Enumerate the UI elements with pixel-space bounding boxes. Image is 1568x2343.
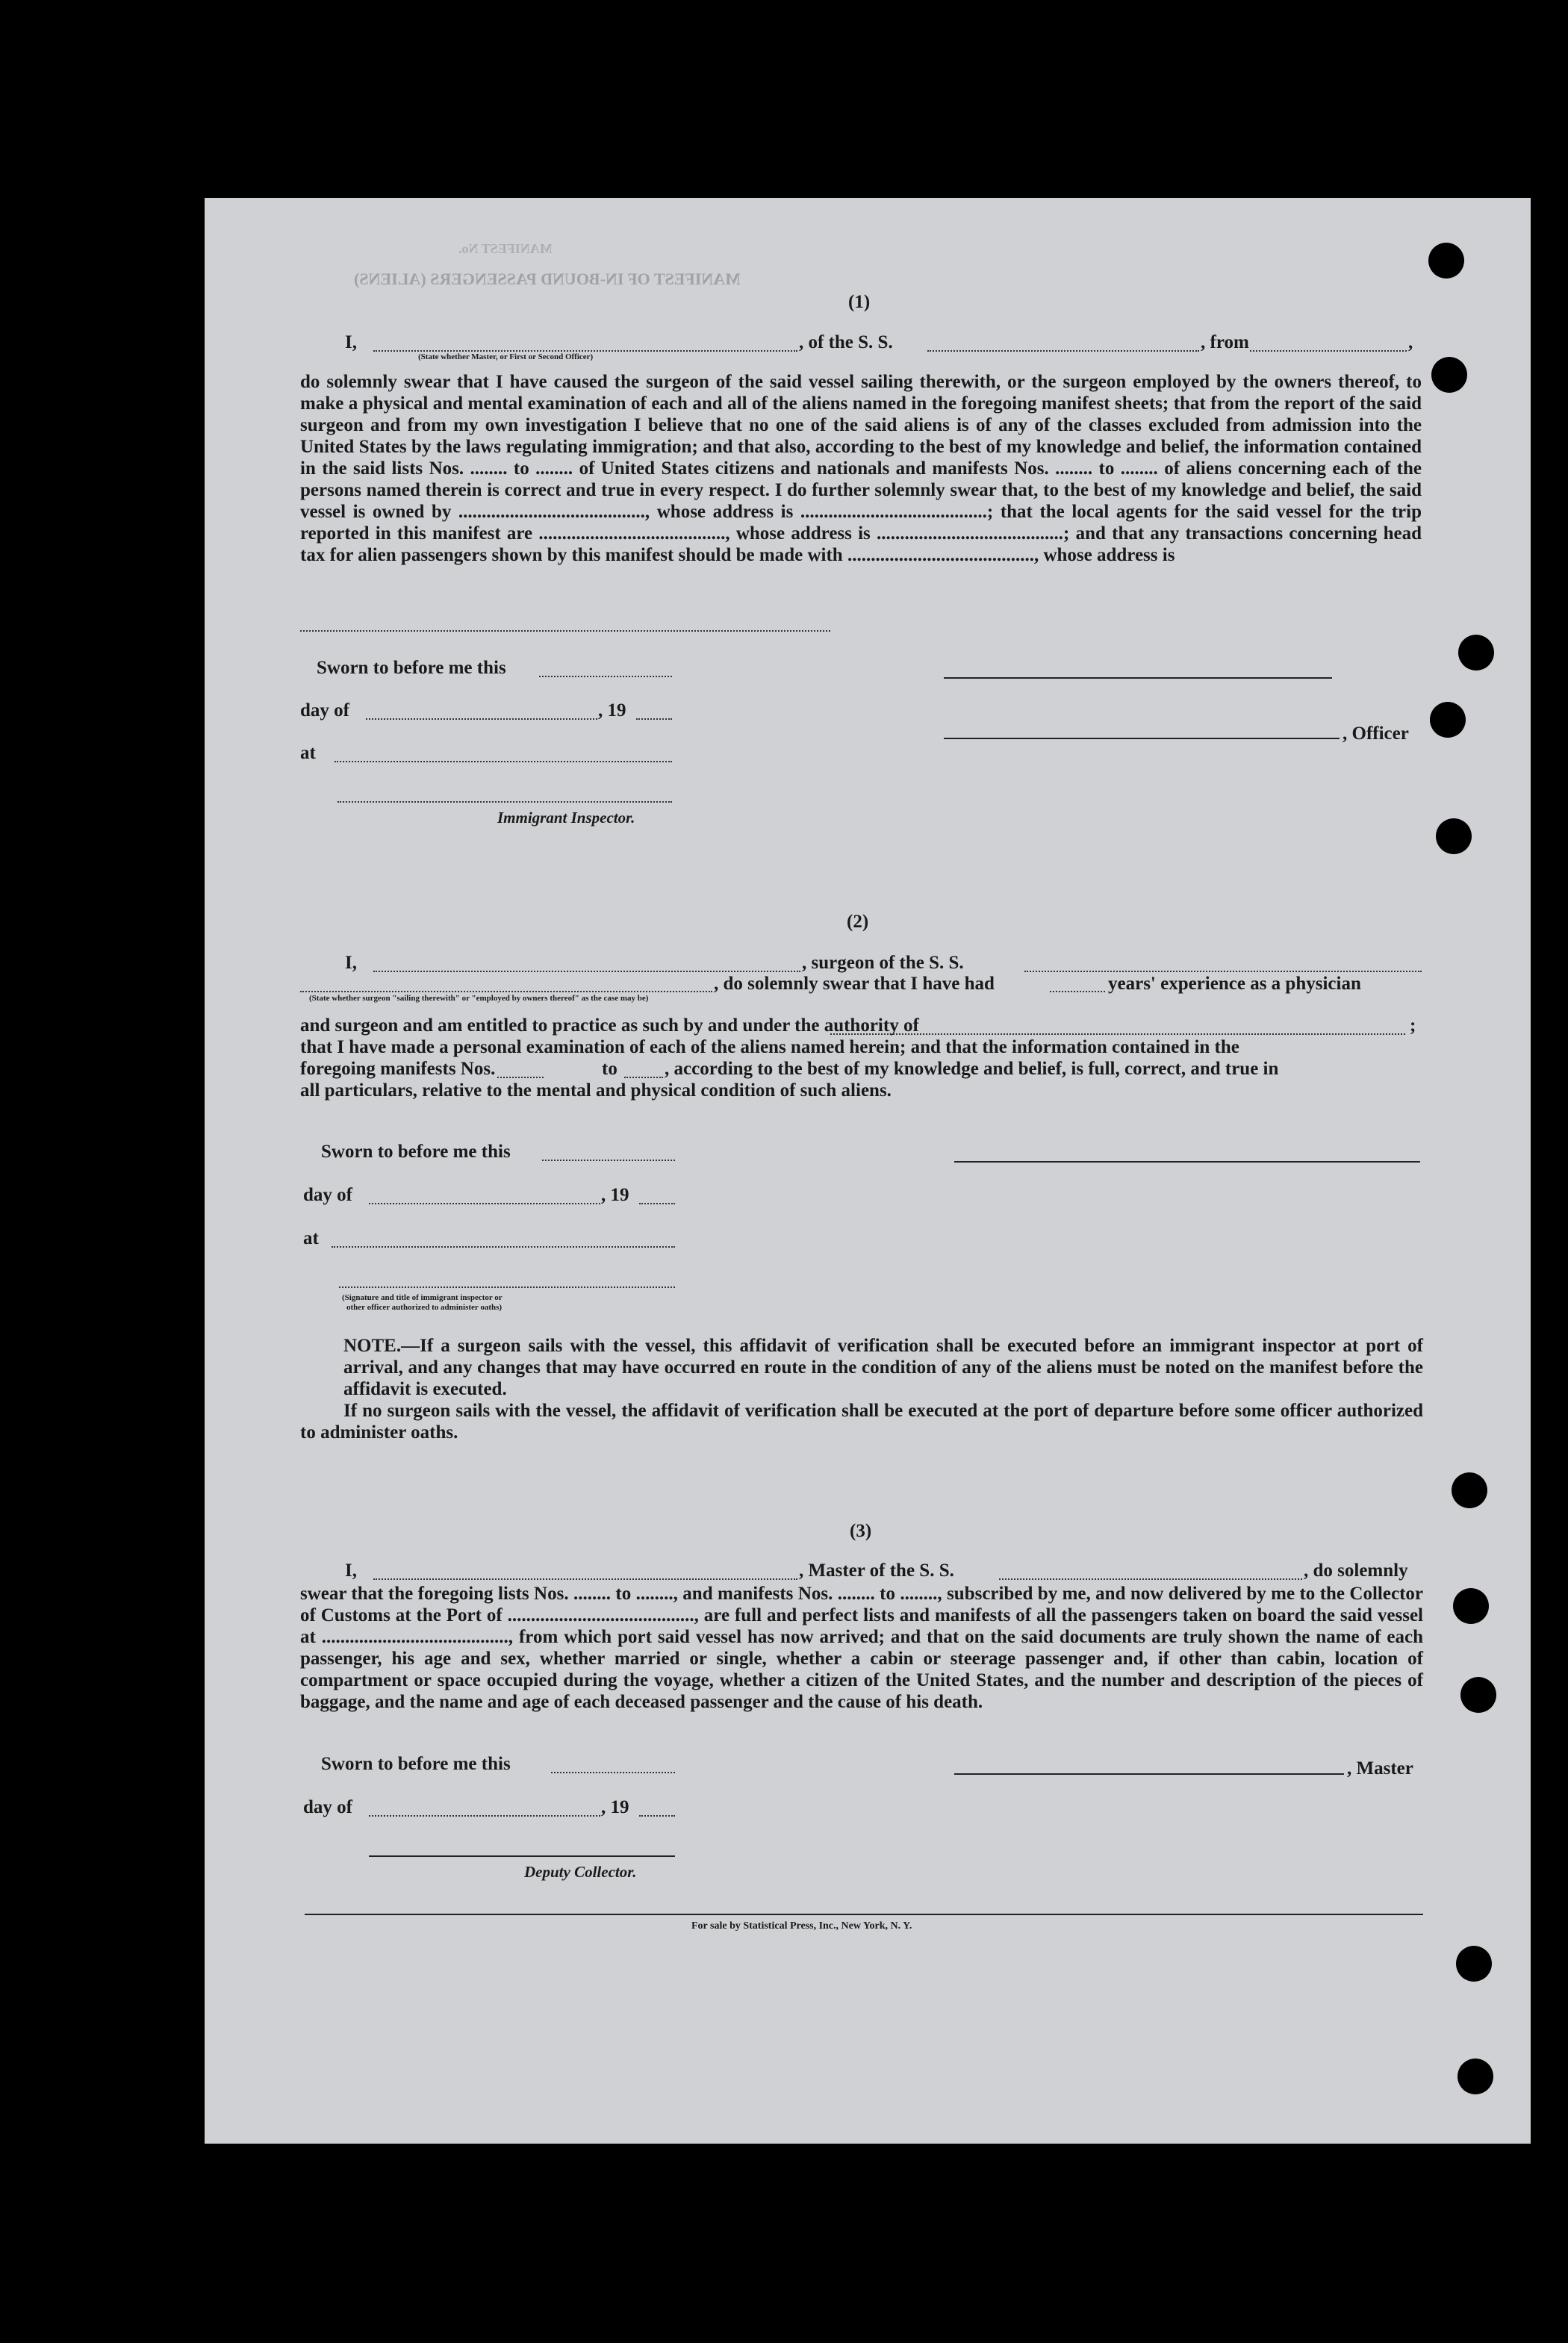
s2-according-label: , according to the best of my knowledge and belief, is full, correct, and true in bbox=[665, 1059, 1279, 1079]
s2-year-field[interactable] bbox=[639, 1203, 675, 1204]
s2-years-field[interactable] bbox=[1050, 991, 1105, 992]
s1-i-label: I, bbox=[345, 332, 357, 352]
s1-officer-label: , Officer bbox=[1343, 724, 1409, 744]
s1-officer-signature-top[interactable] bbox=[944, 677, 1332, 679]
punch-hole bbox=[1458, 635, 1494, 670]
s2-swear-label: , do solemnly swear that I have had bbox=[714, 974, 995, 994]
punch-hole bbox=[1431, 357, 1467, 393]
s2-particulars: all particulars, relative to the mental and physical condition of such aliens. bbox=[300, 1080, 892, 1101]
footer-rule bbox=[305, 1914, 1423, 1915]
s2-manifest-to-field[interactable] bbox=[624, 1077, 663, 1078]
s3-master-signature-field[interactable] bbox=[954, 1773, 1344, 1775]
section-1-number: (1) bbox=[848, 292, 871, 312]
s2-i-label: I, bbox=[345, 953, 357, 973]
punch-hole bbox=[1452, 1472, 1487, 1508]
s3-vessel-field[interactable] bbox=[999, 1578, 1302, 1580]
s2-exam-statement: that I have made a personal examination of each of the aliens named herein; and that the information contained in the bbox=[300, 1037, 1239, 1057]
s3-do-solemnly-label: , do solemnly bbox=[1304, 1561, 1408, 1581]
s2-manifest-from-field[interactable] bbox=[497, 1077, 544, 1078]
s2-authority-label: and surgeon and am entitled to practice as such by and under the authority of bbox=[300, 1015, 919, 1036]
s2-to-label: to bbox=[602, 1059, 617, 1079]
s1-from-field[interactable] bbox=[1250, 350, 1407, 352]
s3-day-field[interactable] bbox=[369, 1815, 600, 1817]
s1-oath-body: do solemnly swear that I have caused the surgeon of the said vessel sailing therewith, or the surgeon employed by the owners thereof, to make a physical and mental examination of each and all of the aliens named in the foregoing manifest sheets; that from the report of the said surgeon and from my own investigation I believe that no one of the said aliens is of any of the classes excluded from admission into the United States by the laws regulating immigration; and that also, according to the best of my knowledge and belief, the information contained in the said lists Nos. ........ to ........ of United States citizens and nationals and manifests Nos. ........ to ........ of aliens concerning each of the persons named therein is correct and true in every respect. I do further solemnly swear that, to the best of my knowledge and belief, the said vessel is owned by ........................................, whose address is ........................................; that the local agents for the said vessel for the trip reported in this manifest are ........................................, whose address is ........................................; and that any transactions concerning head tax for alien passengers shown by this manifest should be made with ........................................, whose address is bbox=[300, 372, 1422, 565]
footer-printer-note: For sale by Statistical Press, Inc., New York, N. Y. bbox=[691, 1920, 912, 1932]
s2-at-field[interactable] bbox=[332, 1246, 675, 1248]
bleed-through-title: MANIFEST OF IN-BOUND PASSENGERS (ALIENS) bbox=[354, 270, 741, 288]
section-3-number: (3) bbox=[850, 1521, 872, 1541]
section-2-number: (2) bbox=[847, 912, 869, 932]
s2-semicolon: ; bbox=[1410, 1015, 1416, 1036]
s1-of-ss-label: , of the S. S. bbox=[799, 332, 893, 352]
s3-sworn-field[interactable] bbox=[551, 1772, 675, 1773]
s1-year-field[interactable] bbox=[636, 718, 672, 720]
s2-surgeon-of-label: , surgeon of the S. S. bbox=[802, 953, 964, 973]
punch-hole bbox=[1457, 2059, 1493, 2094]
s1-year-label: , 19 bbox=[598, 700, 626, 721]
punch-hole bbox=[1456, 1946, 1492, 1982]
s3-sworn-label: Sworn to before me this bbox=[321, 1754, 511, 1774]
s2-surgeon-signature-field[interactable] bbox=[954, 1161, 1420, 1163]
s2-official-signature-field[interactable] bbox=[339, 1286, 675, 1288]
s2-note-paragraph: NOTE.—If a surgeon sails with the vessel, this affidavit of verification shall be executed before an immigrant inspector at port of arrival, and any changes that may have occurred en route in the condition of any of the aliens must be noted on the manifest before the affidavit is executed. bbox=[343, 1336, 1423, 1399]
bleed-through-number: MANIFEST No. bbox=[458, 241, 553, 256]
s1-vessel-field[interactable] bbox=[927, 350, 1199, 352]
s2-sig-note-1: (Signature and title of immigrant inspector or bbox=[342, 1293, 503, 1302]
s1-name-field[interactable] bbox=[373, 350, 797, 352]
s2-day-field[interactable] bbox=[369, 1203, 600, 1204]
s2-sig-note-2: other officer authorized to administer oaths) bbox=[346, 1303, 503, 1312]
s2-sworn-label: Sworn to before me this bbox=[321, 1142, 511, 1162]
s2-at-label: at bbox=[303, 1228, 319, 1248]
s2-name-field[interactable] bbox=[373, 971, 800, 972]
s2-day-of-label: day of bbox=[303, 1185, 352, 1205]
manifest-page bbox=[205, 198, 1531, 2144]
s3-deputy-caption: Deputy Collector. bbox=[524, 1863, 637, 1881]
s1-officer-note: (State whether Master, or First or Second Officer) bbox=[418, 352, 594, 361]
s3-oath-body: swear that the foregoing lists Nos. ........ to ........, and manifests Nos. ........ to ........, subscribed by me, and now delivered by me to the Collector of Customs at the Port of ........................................, are full and perfect lists and manifests of all the passengers taken on board the said vessel at ........................................, from which port said vessel has now arrived; and that on the said documents are truly shown the name of each passenger, his age and sex, whether married or single, whether a cabin or steerage passenger and, if other than cabin, location of compartment or space occupied during the voyage, whether a citizen of the United States, and the number and description of the pieces of baggage, and the name and age of each deceased passenger and the cause of his death. bbox=[300, 1584, 1423, 1712]
s1-day-of-label: day of bbox=[300, 700, 349, 721]
s3-day-of-label: day of bbox=[303, 1797, 352, 1817]
s1-inspector-signature-field[interactable] bbox=[337, 801, 672, 803]
s2-years-label: years' experience as a physician bbox=[1108, 974, 1361, 994]
s3-i-label: I, bbox=[345, 1561, 357, 1581]
punch-hole bbox=[1460, 1677, 1496, 1713]
s3-master-label: , Master bbox=[1347, 1758, 1413, 1779]
s2-status-field[interactable] bbox=[300, 991, 712, 992]
s1-at-field[interactable] bbox=[335, 761, 672, 762]
s1-officer-signature-field[interactable] bbox=[944, 738, 1340, 739]
s3-deputy-signature-field[interactable] bbox=[369, 1855, 675, 1857]
s1-from-label: , from bbox=[1201, 332, 1249, 352]
s2-vessel-field[interactable] bbox=[1024, 971, 1422, 972]
s1-address-extension-field[interactable] bbox=[300, 630, 830, 632]
s2-note-paragraph-2: If no surgeon sails with the vessel, the affidavit of verification shall be executed at the port of departure before some officer authorized to administer oaths. bbox=[300, 1401, 1423, 1443]
s3-year-field[interactable] bbox=[639, 1815, 675, 1817]
s3-name-field[interactable] bbox=[373, 1578, 797, 1580]
s2-authority-field[interactable] bbox=[830, 1033, 1405, 1035]
s2-year-label: , 19 bbox=[601, 1185, 629, 1205]
s1-at-label: at bbox=[300, 743, 316, 763]
s3-year-label: , 19 bbox=[601, 1797, 629, 1817]
s1-comma: , bbox=[1408, 332, 1413, 352]
s3-master-of-label: , Master of the S. S. bbox=[799, 1561, 954, 1581]
punch-hole bbox=[1436, 818, 1472, 854]
s1-sworn-label: Sworn to before me this bbox=[317, 658, 506, 678]
s1-day-field[interactable] bbox=[366, 718, 597, 720]
s2-sworn-field[interactable] bbox=[542, 1160, 675, 1161]
punch-hole bbox=[1430, 702, 1466, 738]
punch-hole bbox=[1453, 1588, 1489, 1624]
s1-inspector-caption: Immigrant Inspector. bbox=[497, 809, 635, 827]
punch-hole bbox=[1428, 243, 1464, 279]
s1-sworn-field[interactable] bbox=[539, 676, 672, 677]
s2-state-note: (State whether surgeon "sailing therewith" or "employed by owners thereof" as the case may be) bbox=[309, 994, 649, 1003]
s2-manifests-label: foregoing manifests Nos. bbox=[300, 1059, 496, 1079]
